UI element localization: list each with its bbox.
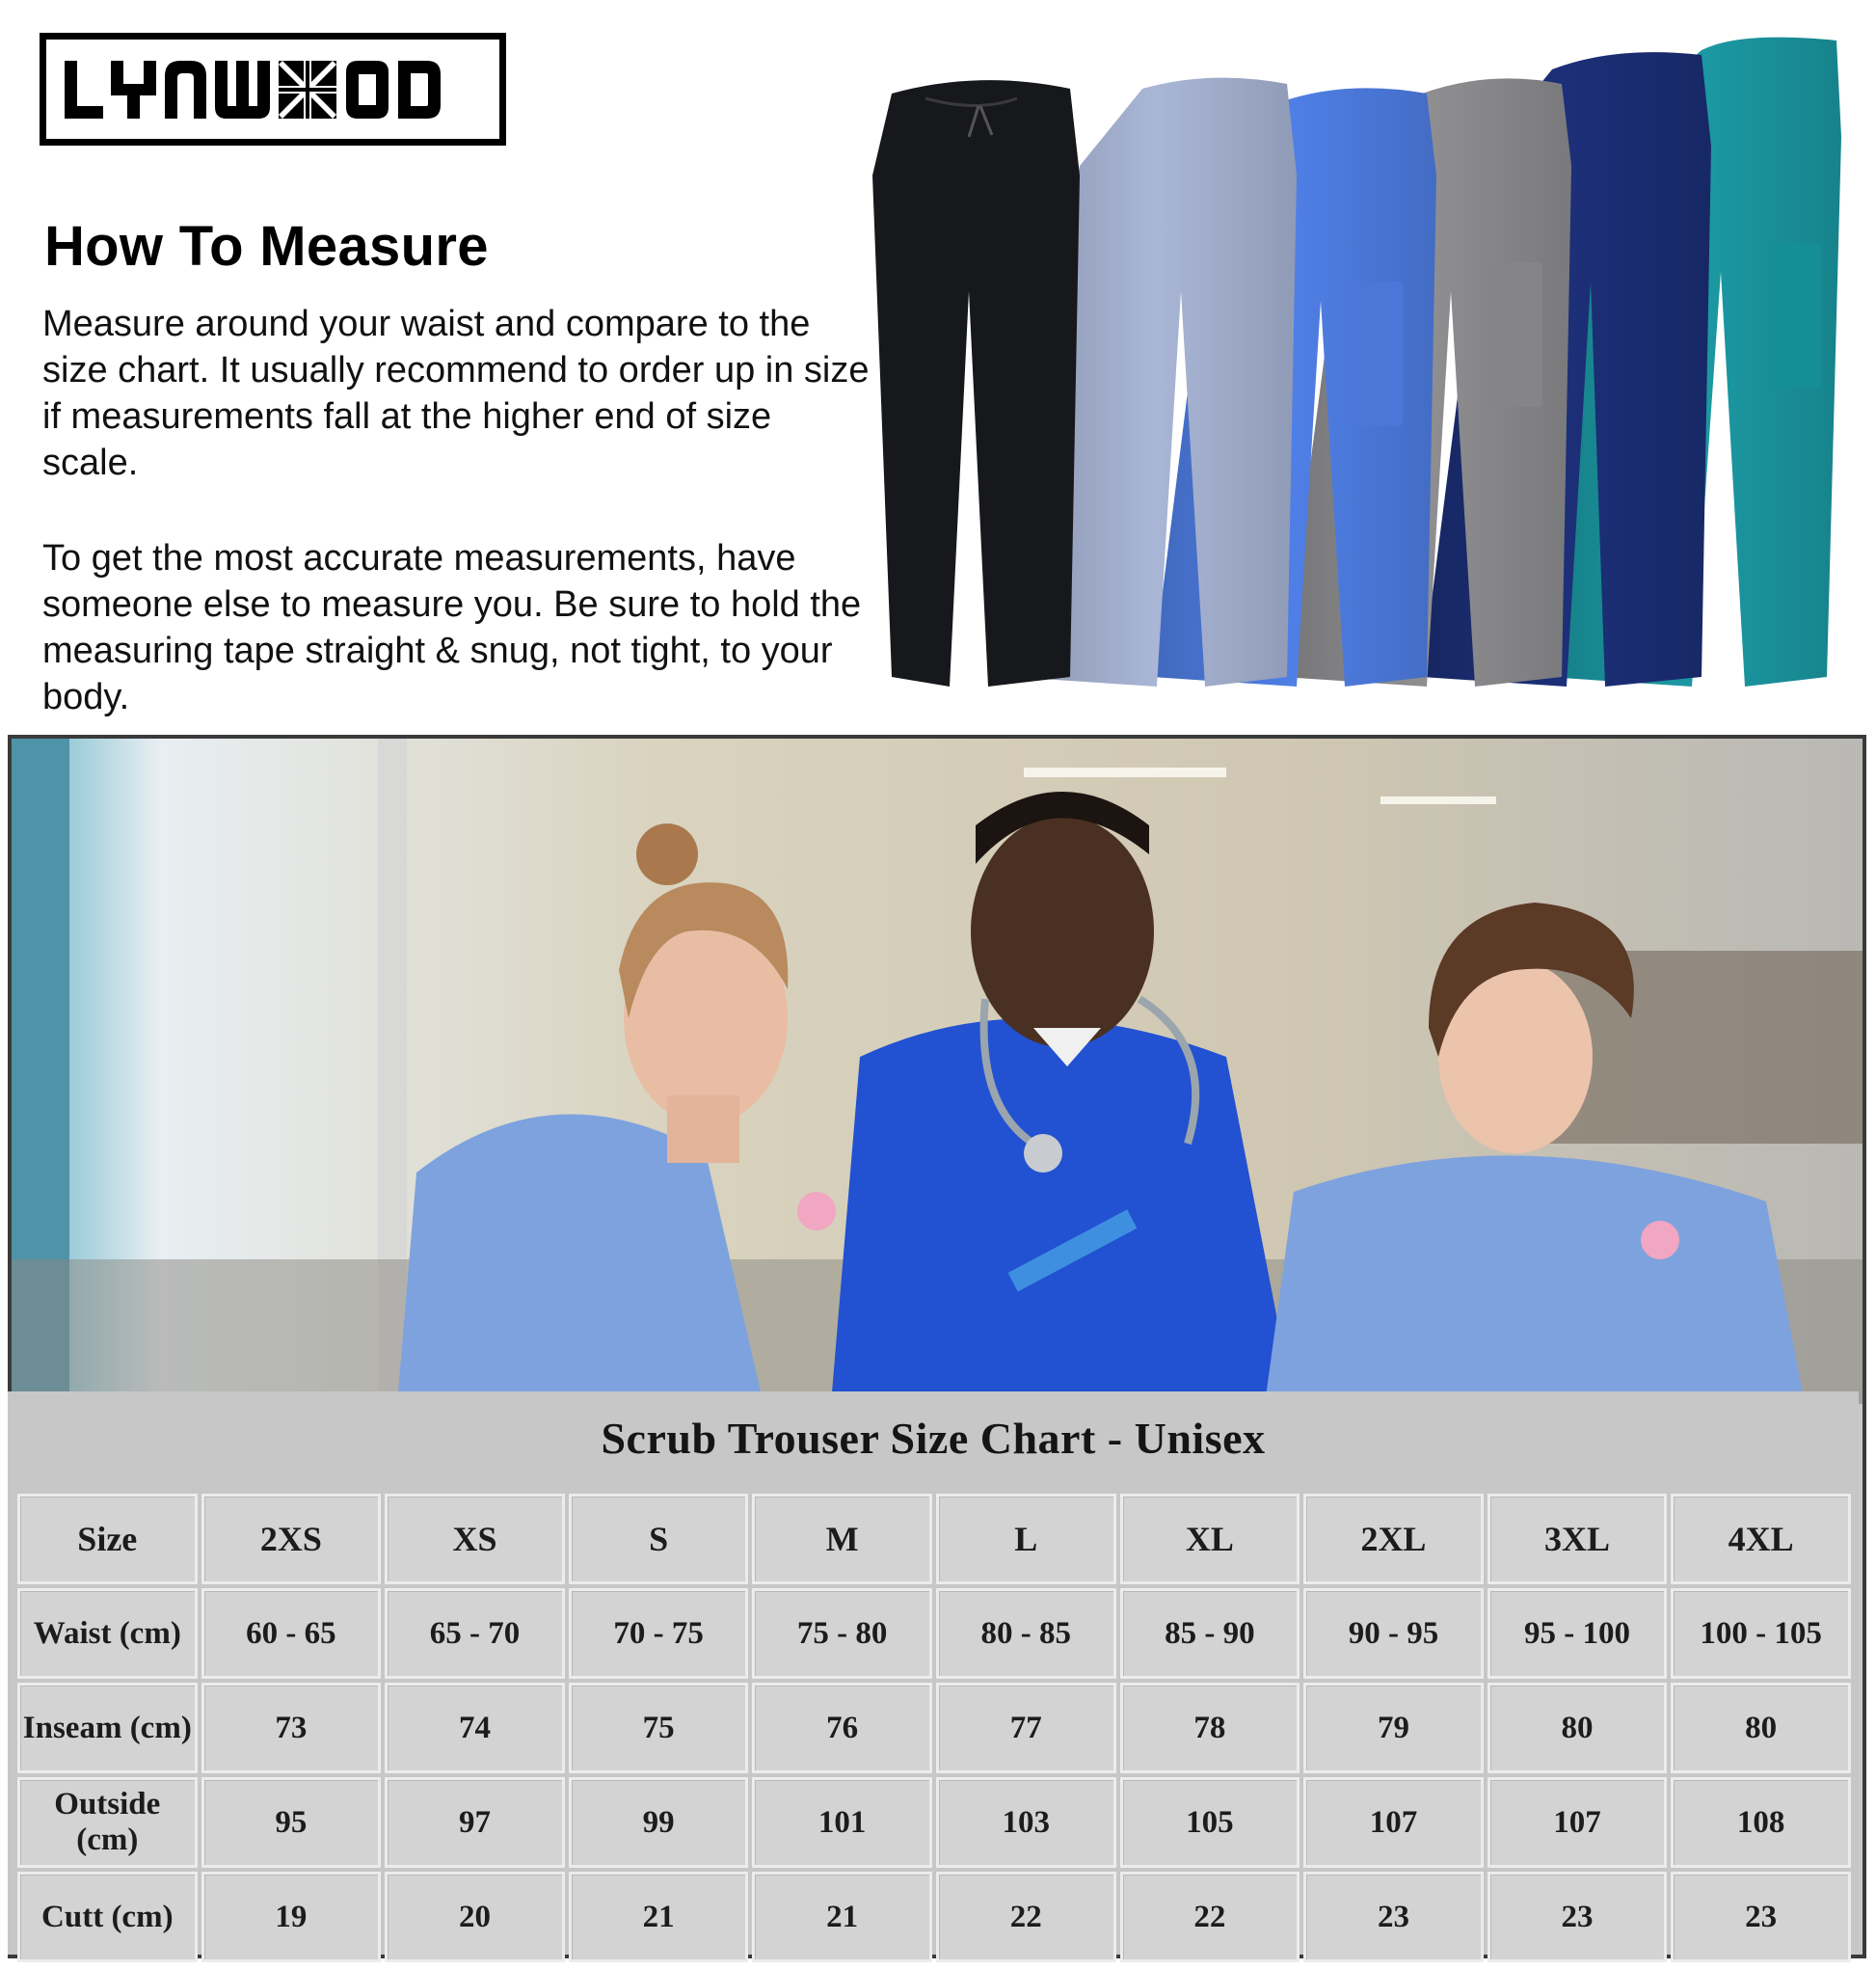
table-cell: 108 — [1671, 1777, 1851, 1868]
how-to-measure-heading: How To Measure — [44, 215, 489, 278]
row-label: Outside (cm) — [17, 1777, 198, 1868]
waist-row — [17, 1588, 1851, 1679]
row-label: Waist (cm) — [17, 1588, 198, 1679]
table-cell: 103 — [936, 1777, 1116, 1868]
table-cell: 23 — [1487, 1872, 1668, 1962]
inseam-row — [17, 1683, 1851, 1773]
table-cell: 76 — [752, 1683, 932, 1773]
size-header-row — [17, 1494, 1851, 1584]
size-chart-table — [13, 1490, 1855, 1966]
table-cell: 65 - 70 — [385, 1588, 565, 1679]
row-label: Inseam (cm) — [17, 1683, 198, 1773]
table-cell: 78 — [1120, 1683, 1300, 1773]
size-chart — [8, 1391, 1859, 1955]
table-cell: 100 - 105 — [1671, 1588, 1851, 1679]
table-cell: 73 — [201, 1683, 382, 1773]
measure-tips-paragraph: To get the most accurate measurements, have someone else to measure you. Be sure to hold the measuring tape straight & snug, not tight, to your body. — [42, 538, 862, 717]
table-cell: 95 — [201, 1777, 382, 1868]
table-cell: 101 — [752, 1777, 932, 1868]
row-label: Cutt (cm) — [17, 1872, 198, 1962]
table-cell: 23 — [1303, 1872, 1484, 1962]
header-cell: L — [936, 1494, 1116, 1584]
table-cell: 21 — [569, 1872, 749, 1962]
brand-logo — [40, 33, 506, 146]
measure-instructions-paragraph: Measure around your waist and compare to the size chart. It usually recommend to order up in size if measurements fall at the higher end of size scale. — [42, 304, 870, 483]
table-cell: 105 — [1120, 1777, 1300, 1868]
outside-row — [17, 1777, 1851, 1868]
table-cell: 75 — [569, 1683, 749, 1773]
table-cell: 80 — [1487, 1683, 1668, 1773]
table-cell: 107 — [1303, 1777, 1484, 1868]
table-cell: 21 — [752, 1872, 932, 1962]
hospital-corridor-photo — [12, 739, 1863, 1404]
table-cell: 60 - 65 — [201, 1588, 382, 1679]
table-cell: 80 — [1671, 1683, 1851, 1773]
header-cell: Size — [17, 1494, 198, 1584]
black-trousers — [872, 80, 1080, 687]
table-cell: 95 - 100 — [1487, 1588, 1668, 1679]
header-cell: 2XS — [201, 1494, 382, 1584]
table-cell: 75 - 80 — [752, 1588, 932, 1679]
header-cell: 2XL — [1303, 1494, 1484, 1584]
table-cell: 80 - 85 — [936, 1588, 1116, 1679]
table-cell: 70 - 75 — [569, 1588, 749, 1679]
size-chart-title: Scrub Trouser Size Chart - Unisex — [601, 1413, 1266, 1463]
header-cell: S — [569, 1494, 749, 1584]
header-cell: 4XL — [1671, 1494, 1851, 1584]
table-cell: 74 — [385, 1683, 565, 1773]
header-cell: XL — [1120, 1494, 1300, 1584]
header-cell: 3XL — [1487, 1494, 1668, 1584]
table-cell: 22 — [1120, 1872, 1300, 1962]
lynwood-logo-mark — [61, 51, 485, 128]
table-cell: 23 — [1671, 1872, 1851, 1962]
table-cell: 77 — [936, 1683, 1116, 1773]
header-cell: XS — [385, 1494, 565, 1584]
cutt-row — [17, 1872, 1851, 1962]
table-cell: 90 - 95 — [1303, 1588, 1484, 1679]
scrub-trousers-product-image — [872, 21, 1846, 696]
table-cell: 107 — [1487, 1777, 1668, 1868]
table-cell: 99 — [569, 1777, 749, 1868]
table-cell: 22 — [936, 1872, 1116, 1962]
table-cell: 97 — [385, 1777, 565, 1868]
header-cell: M — [752, 1494, 932, 1584]
table-cell: 20 — [385, 1872, 565, 1962]
table-cell: 79 — [1303, 1683, 1484, 1773]
table-cell: 19 — [201, 1872, 382, 1962]
table-cell: 85 - 90 — [1120, 1588, 1300, 1679]
